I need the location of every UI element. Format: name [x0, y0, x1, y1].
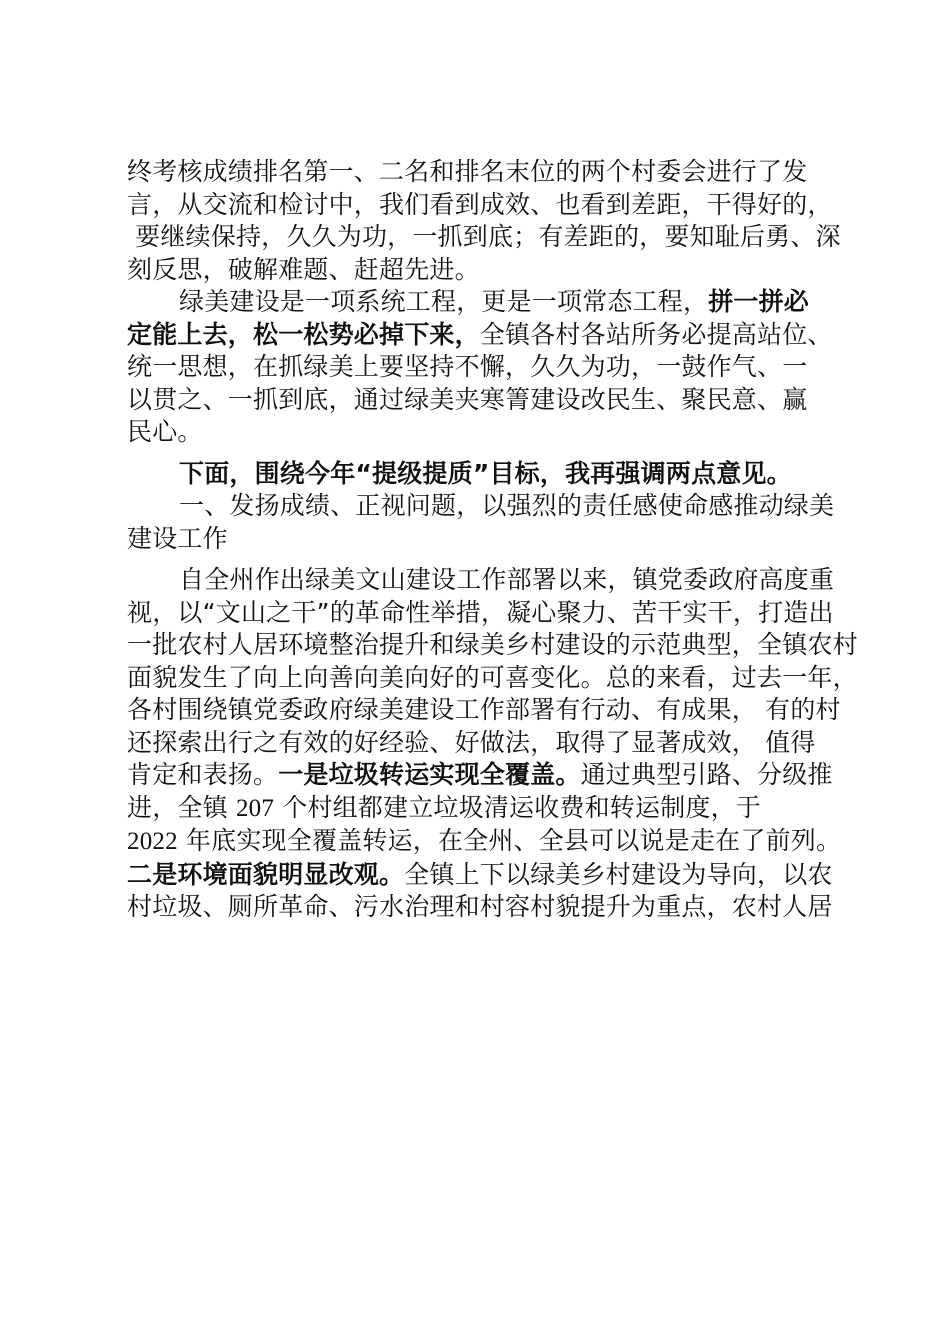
- text-line: 自全州作出绿美文山建设工作部署以来，镇党委政府高度重: [179, 565, 835, 594]
- text-line: 面貌发生了向上向善向美向好的可喜变化。总的来看，过去一年，: [127, 662, 858, 692]
- paragraph-1: [127, 156, 843, 286]
- text-line: 要继续保持，久久为功，一抓到底；有差距的，要知耻后勇、深: [127, 222, 841, 251]
- bold-phrase: 定能上去，松一松势必掉下来，: [127, 319, 480, 349]
- text-line: 刻反思，破解难题、赶超先进。: [127, 254, 480, 284]
- text-line: 视，以“文山之干”的革命性举措，凝心聚力、苦干实干，打造出: [127, 597, 834, 627]
- text-line: 民心。: [127, 417, 203, 446]
- document-page: [127, 156, 858, 924]
- bold-phrase: 一是垃圾转运实现全覆盖。: [278, 760, 581, 789]
- text-line: 言，从交流和检讨中，我们看到成效、也看到差距，干得好的，: [127, 189, 833, 219]
- text-line: 村垃圾、厕所革命、污水治理和村容村貌提升为重点，农村人居: [127, 892, 833, 921]
- text-line: [127, 859, 843, 892]
- text-run: 绿美建设是一项系统工程，更是一项常态工程，: [179, 287, 709, 316]
- text-line: [127, 792, 843, 826]
- text-run: 全镇上下以绿美乡村建设为导向，以农: [404, 859, 833, 889]
- text-line: 统一思想，在抓绿美上要坚持不懈，久久为功，一鼓作气、一: [127, 352, 808, 381]
- text-run: 个村组都建立垃圾清运收费和转运制度，于: [274, 792, 762, 822]
- paragraph-2: [127, 286, 843, 449]
- text-line: 下面，围绕今年“提级提质”目标，我再强调两点意见。: [179, 458, 792, 488]
- text-run: 全镇各村各站所务必提高站位、: [479, 319, 833, 349]
- text-line: 一、发扬成绩、正视问题，以强烈的责任感使命感推动绿美: [179, 491, 835, 520]
- text-line: 以贯之、一抓到底，通过绿美夹寒箐建设改民生、聚民意、赢: [127, 384, 808, 414]
- text-run: 年底实现全覆盖转运，在全州、全县可以说是走在了前列。: [177, 826, 842, 855]
- section-heading-1: [127, 490, 843, 555]
- bold-phrase: 二是环境面貌明显改观。: [127, 859, 405, 889]
- number-run: 2022: [127, 828, 178, 855]
- text-line: 各村围绕镇党委政府绿美建设工作部署有行动、有成果， 有的村: [127, 695, 841, 724]
- text-line: [127, 319, 843, 352]
- number-run: 207: [235, 794, 275, 822]
- text-run: 肯定和表扬。: [127, 760, 279, 789]
- paragraph-5: [127, 564, 858, 924]
- text-line: [127, 825, 843, 859]
- text-line: [127, 759, 843, 792]
- text-line: [127, 286, 843, 319]
- paragraph-3: [127, 458, 843, 491]
- text-line: 建设工作: [127, 523, 228, 553]
- bold-phrase: 拼一拼必: [708, 287, 810, 316]
- text-run: 进，全镇: [127, 792, 236, 822]
- text-run: 通过典型引路、分级推: [580, 760, 833, 789]
- text-line: 终考核成绩排名第一、二名和排名末位的两个村委会进行了发: [127, 157, 808, 186]
- text-line: 还探索出行之有效的好经验、好做法，取得了显著成效， 值得: [127, 727, 816, 757]
- text-line: 一批农村人居环境整治提升和绿美乡村建设的示范典型，全镇农村: [127, 630, 858, 659]
